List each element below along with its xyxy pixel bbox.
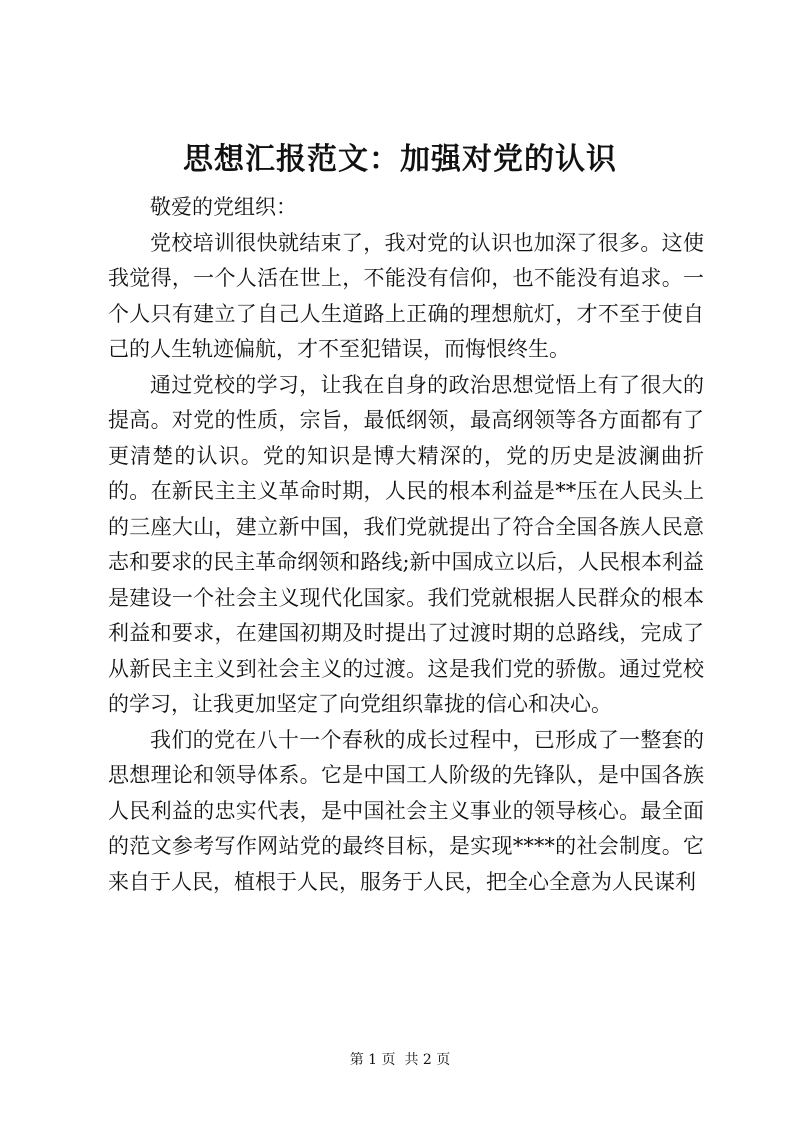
paragraph-1: 党校培训很快就结束了，我对党的认识也加深了很多。这使我觉得，一个人活在世上，不能没有信仰，也不能没有追求。一个人只有建立了自己人生道路上正确的理想航灯，才不至于使自己的人生轨迹偏航，才不至犯错误，而悔恨终生。 <box>108 230 704 361</box>
document-title: 思想汇报范文：加强对党的认识 <box>183 142 617 177</box>
paragraph-2: 通过党校的学习，让我在自身的政治思想觉悟上有了很大的提高。对党的性质，宗旨，最低纲领，最高纲领等各方面都有了更清楚的认识。党的知识是博大精深的，党的历史是波澜曲折的。在新民主主义革命时期，人民的根本利益是**压在人民头上的三座大山，建立新中国，我们党就提出了符合全国各族人民意志和要求的民主革命纲领和路线;新中国成立以后，人民根本利益是建设一个社会主义现代化国家。我们党就根据人民群众的根本利益和要求，在建国初期及时提出了过渡时期的总路线，完成了从新民主主义到社会主义的过渡。这是我们党的骄傲。通过党校的学习，让我更加坚定了向党组织靠拢的信心和决心。 <box>108 372 704 716</box>
salutation: 敬爱的党组织： <box>150 195 297 219</box>
page-footer <box>0 1050 800 1070</box>
document-body <box>108 190 704 900</box>
paragraph-3: 我们的党在八十一个春秋的成长过程中，已形成了一整套的思想理论和领导体系。它是中国工人阶级的先锋队，是中国各族人民利益的忠实代表，是中国社会主义事业的领导核心。最全面的范文参考写作网站党的最终目标，是实现****的社会制度。它来自于人民，植根于人民，服务于人民，把全心全意为人民谋利 <box>108 727 704 894</box>
page-number: 第 1 页 共 2 页 <box>349 1052 451 1068</box>
